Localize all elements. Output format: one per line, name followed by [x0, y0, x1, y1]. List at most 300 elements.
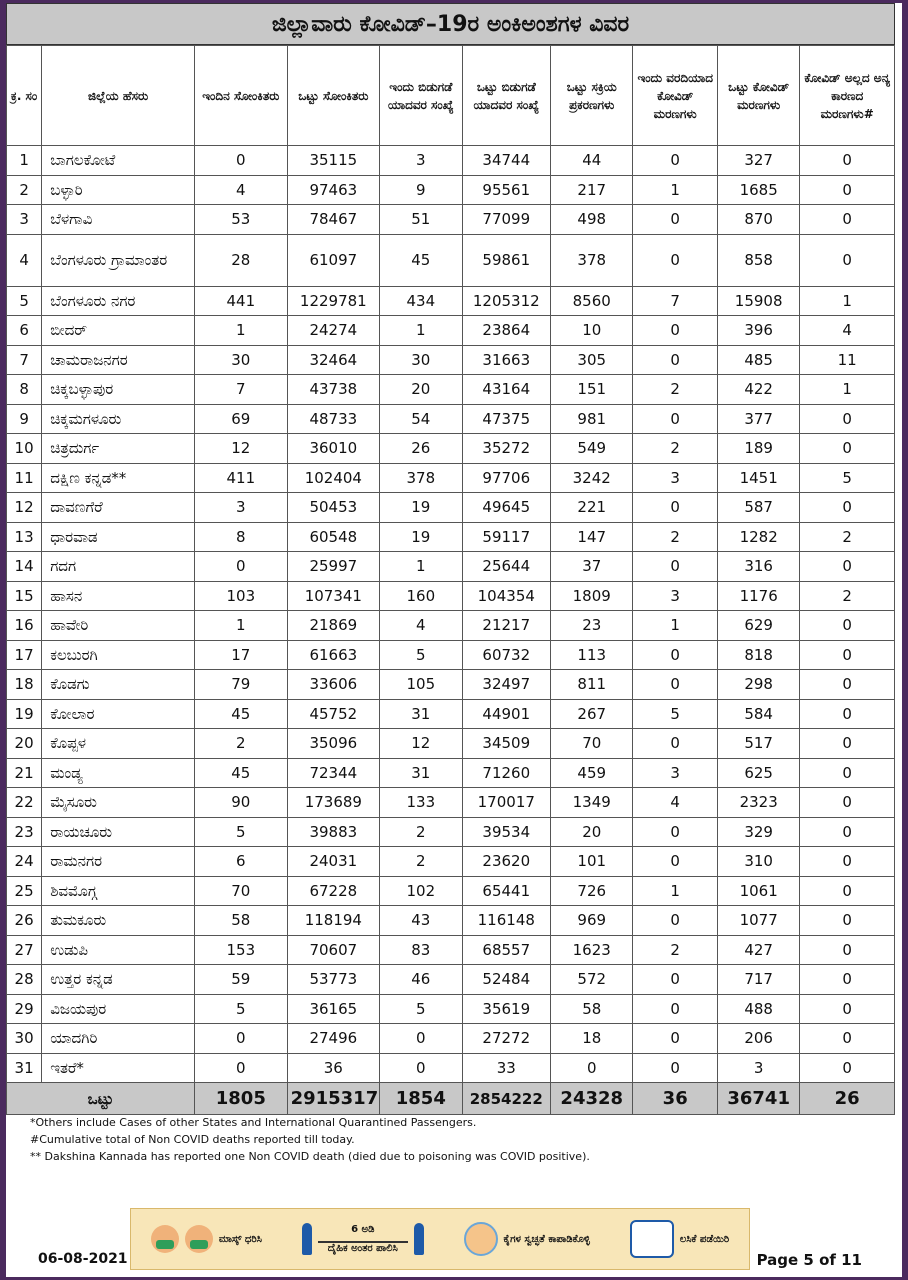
serial-cell: 8 — [7, 375, 42, 405]
value-cell: 160 — [380, 581, 462, 611]
value-cell: 870 — [717, 205, 799, 235]
value-cell: 3 — [633, 463, 717, 493]
value-cell: 0 — [800, 906, 895, 936]
distance-label: ದೈಹಿಕ ಅಂತರ ಪಾಲಿಸಿ — [327, 1243, 398, 1254]
value-cell: 30 — [380, 345, 462, 375]
value-cell: 48733 — [287, 404, 380, 434]
district-name-cell: ತುಮಕೂರು — [42, 906, 195, 936]
value-cell: 97706 — [462, 463, 550, 493]
value-cell: 147 — [551, 522, 633, 552]
value-cell: 35272 — [462, 434, 550, 464]
value-cell: 45 — [380, 234, 462, 286]
value-cell: 2 — [380, 847, 462, 877]
table-row — [7, 463, 895, 493]
district-name-cell: ದಕ್ಷಿಣ ಕನ್ನಡ** — [42, 463, 195, 493]
serial-cell: 30 — [7, 1024, 42, 1054]
value-cell: 0 — [380, 1053, 462, 1083]
total-row — [7, 1083, 895, 1115]
value-cell: 0 — [633, 640, 717, 670]
value-cell: 549 — [551, 434, 633, 464]
value-cell: 23620 — [462, 847, 550, 877]
value-cell: 20 — [380, 375, 462, 405]
value-cell: 396 — [717, 316, 799, 346]
value-cell: 0 — [800, 640, 895, 670]
value-cell: 267 — [551, 699, 633, 729]
value-cell: 9 — [380, 175, 462, 205]
district-name-cell: ಮಂಡ್ಯ — [42, 758, 195, 788]
value-cell: 12 — [195, 434, 288, 464]
column-header: ಇಂದು ಬಿಡುಗಡೆ ಯಾದವರ ಸಂಖ್ಯೆ — [380, 46, 462, 146]
total-value-cell: 36 — [633, 1083, 717, 1115]
serial-cell: 10 — [7, 434, 42, 464]
table-row — [7, 611, 895, 641]
value-cell: 4 — [380, 611, 462, 641]
value-cell: 44 — [551, 146, 633, 176]
value-cell: 83 — [380, 935, 462, 965]
footnote-others: *Others include Cases of other States and International Quarantined Passengers. — [30, 1116, 477, 1129]
district-name-cell: ಗದಗ — [42, 552, 195, 582]
value-cell: 113 — [551, 640, 633, 670]
value-cell: 45752 — [287, 699, 380, 729]
value-cell: 316 — [717, 552, 799, 582]
serial-cell: 16 — [7, 611, 42, 641]
value-cell: 44901 — [462, 699, 550, 729]
table-row — [7, 175, 895, 205]
value-cell: 422 — [717, 375, 799, 405]
serial-cell: 24 — [7, 847, 42, 877]
column-header: ಕ್ರ. ಸಂ — [7, 46, 42, 146]
value-cell: 107341 — [287, 581, 380, 611]
value-cell: 3242 — [551, 463, 633, 493]
district-name-cell: ಕೋಲಾರ — [42, 699, 195, 729]
value-cell: 327 — [717, 146, 799, 176]
value-cell: 0 — [633, 316, 717, 346]
table-row — [7, 847, 895, 877]
value-cell: 7 — [633, 286, 717, 316]
value-cell: 39883 — [287, 817, 380, 847]
district-covid-table — [6, 45, 895, 1115]
column-header: ಒಟ್ಟು ಸಕ್ರಿಯ ಪ್ರಕರಣಗಳು — [551, 46, 633, 146]
value-cell: 0 — [195, 146, 288, 176]
value-cell: 378 — [551, 234, 633, 286]
value-cell: 54 — [380, 404, 462, 434]
value-cell: 0 — [633, 906, 717, 936]
value-cell: 1 — [633, 876, 717, 906]
distance-value: 6 ಅಡಿ — [351, 1224, 375, 1235]
value-cell: 27272 — [462, 1024, 550, 1054]
value-cell: 0 — [633, 404, 717, 434]
value-cell: 61097 — [287, 234, 380, 286]
table-row — [7, 581, 895, 611]
value-cell: 5 — [380, 994, 462, 1024]
table-row — [7, 375, 895, 405]
total-value-cell: 24328 — [551, 1083, 633, 1115]
mask-label: ಮಾಸ್ಕ್ ಧರಿಸಿ — [218, 1233, 262, 1245]
value-cell: 4 — [633, 788, 717, 818]
value-cell: 434 — [380, 286, 462, 316]
value-cell: 35096 — [287, 729, 380, 759]
report-date: 06-08-2021 — [38, 1251, 128, 1267]
value-cell: 45 — [195, 699, 288, 729]
total-label: ಒಟ್ಟು — [7, 1083, 195, 1115]
value-cell: 19 — [380, 493, 462, 523]
value-cell: 310 — [717, 847, 799, 877]
column-header: ಒಟ್ಟು ಬಿಡುಗಡೆ ಯಾದವರ ಸಂಖ್ಯೆ — [462, 46, 550, 146]
value-cell: 77099 — [462, 205, 550, 235]
value-cell: 0 — [633, 205, 717, 235]
value-cell: 298 — [717, 670, 799, 700]
value-cell: 498 — [551, 205, 633, 235]
district-name-cell: ಕೊಡಗು — [42, 670, 195, 700]
value-cell: 0 — [800, 965, 895, 995]
district-name-cell: ಬೀದರ್ — [42, 316, 195, 346]
value-cell: 101 — [551, 847, 633, 877]
value-cell: 59 — [195, 965, 288, 995]
table-row — [7, 788, 895, 818]
value-cell: 153 — [195, 935, 288, 965]
value-cell: 19 — [380, 522, 462, 552]
value-cell: 31663 — [462, 345, 550, 375]
value-cell: 0 — [633, 1053, 717, 1083]
table-row — [7, 935, 895, 965]
district-name-cell: ವಿಜಯಪುರ — [42, 994, 195, 1024]
value-cell: 43738 — [287, 375, 380, 405]
value-cell: 629 — [717, 611, 799, 641]
value-cell: 173689 — [287, 788, 380, 818]
value-cell: 0 — [551, 1053, 633, 1083]
total-value-cell: 26 — [800, 1083, 895, 1115]
value-cell: 1451 — [717, 463, 799, 493]
serial-cell: 3 — [7, 205, 42, 235]
value-cell: 34509 — [462, 729, 550, 759]
value-cell: 72344 — [287, 758, 380, 788]
value-cell: 45 — [195, 758, 288, 788]
value-cell: 2 — [633, 522, 717, 552]
value-cell: 2 — [195, 729, 288, 759]
value-cell: 97463 — [287, 175, 380, 205]
value-cell: 459 — [551, 758, 633, 788]
value-cell: 0 — [633, 234, 717, 286]
mask-face-icon — [151, 1225, 179, 1253]
table-row — [7, 404, 895, 434]
serial-cell: 27 — [7, 935, 42, 965]
value-cell: 102 — [380, 876, 462, 906]
value-cell: 0 — [800, 817, 895, 847]
value-cell: 969 — [551, 906, 633, 936]
table-row — [7, 1024, 895, 1054]
value-cell: 32464 — [287, 345, 380, 375]
value-cell: 189 — [717, 434, 799, 464]
value-cell: 1061 — [717, 876, 799, 906]
total-value-cell: 1854 — [380, 1083, 462, 1115]
vaccine-label: ಲಸಿಕೆ ಪಡೆಯಿರಿ — [679, 1233, 730, 1245]
value-cell: 71260 — [462, 758, 550, 788]
value-cell: 24274 — [287, 316, 380, 346]
value-cell: 0 — [800, 699, 895, 729]
value-cell: 1349 — [551, 788, 633, 818]
value-cell: 517 — [717, 729, 799, 759]
value-cell: 53773 — [287, 965, 380, 995]
value-cell: 36 — [287, 1053, 380, 1083]
value-cell: 1077 — [717, 906, 799, 936]
value-cell: 0 — [633, 493, 717, 523]
value-cell: 36010 — [287, 434, 380, 464]
value-cell: 0 — [633, 1024, 717, 1054]
value-cell: 26 — [380, 434, 462, 464]
footnote-non-covid: #Cumulative total of Non COVID deaths reported till today. — [30, 1133, 355, 1146]
value-cell: 217 — [551, 175, 633, 205]
value-cell: 0 — [800, 729, 895, 759]
value-cell: 1623 — [551, 935, 633, 965]
table-row — [7, 758, 895, 788]
value-cell: 61663 — [287, 640, 380, 670]
value-cell: 0 — [195, 552, 288, 582]
serial-cell: 22 — [7, 788, 42, 818]
table-row — [7, 146, 895, 176]
serial-cell: 17 — [7, 640, 42, 670]
person-icon — [302, 1223, 312, 1255]
value-cell: 133 — [380, 788, 462, 818]
value-cell: 95561 — [462, 175, 550, 205]
district-name-cell: ಚಿಕ್ಕಮಗಳೂರು — [42, 404, 195, 434]
table-row — [7, 493, 895, 523]
value-cell: 5 — [800, 463, 895, 493]
value-cell: 717 — [717, 965, 799, 995]
value-cell: 39534 — [462, 817, 550, 847]
value-cell: 23864 — [462, 316, 550, 346]
value-cell: 0 — [800, 175, 895, 205]
serial-cell: 9 — [7, 404, 42, 434]
total-value-cell: 36741 — [717, 1083, 799, 1115]
district-name-cell: ಶಿವಮೊಗ್ಗ — [42, 876, 195, 906]
district-name-cell: ಉಡುಪಿ — [42, 935, 195, 965]
value-cell: 18 — [551, 1024, 633, 1054]
value-cell: 70 — [551, 729, 633, 759]
value-cell: 69 — [195, 404, 288, 434]
district-name-cell: ಇತರೆ* — [42, 1053, 195, 1083]
serial-cell: 5 — [7, 286, 42, 316]
hands-section — [464, 1222, 590, 1256]
value-cell: 3 — [633, 581, 717, 611]
value-cell: 103 — [195, 581, 288, 611]
value-cell: 0 — [800, 234, 895, 286]
value-cell: 1205312 — [462, 286, 550, 316]
table-row — [7, 552, 895, 582]
value-cell: 0 — [800, 205, 895, 235]
value-cell: 0 — [800, 847, 895, 877]
value-cell: 1 — [195, 316, 288, 346]
value-cell: 49645 — [462, 493, 550, 523]
value-cell: 0 — [633, 965, 717, 995]
value-cell: 43 — [380, 906, 462, 936]
value-cell: 5 — [195, 817, 288, 847]
value-cell: 2 — [800, 522, 895, 552]
value-cell: 0 — [800, 758, 895, 788]
table-row — [7, 640, 895, 670]
value-cell: 32497 — [462, 670, 550, 700]
district-name-cell: ರಾಮನಗರ — [42, 847, 195, 877]
value-cell: 221 — [551, 493, 633, 523]
serial-cell: 20 — [7, 729, 42, 759]
value-cell: 170017 — [462, 788, 550, 818]
table-row — [7, 234, 895, 286]
district-name-cell: ಕೊಪ್ಪಳ — [42, 729, 195, 759]
value-cell: 0 — [800, 493, 895, 523]
value-cell: 1176 — [717, 581, 799, 611]
district-name-cell: ಹಾವೇರಿ — [42, 611, 195, 641]
hand-wash-icon — [464, 1222, 498, 1256]
table-row — [7, 286, 895, 316]
value-cell: 1 — [633, 175, 717, 205]
value-cell: 10 — [551, 316, 633, 346]
serial-cell: 12 — [7, 493, 42, 523]
value-cell: 0 — [633, 729, 717, 759]
value-cell: 60732 — [462, 640, 550, 670]
district-name-cell: ದಾವಣಗೆರೆ — [42, 493, 195, 523]
value-cell: 427 — [717, 935, 799, 965]
table-row — [7, 345, 895, 375]
serial-cell: 21 — [7, 758, 42, 788]
value-cell: 811 — [551, 670, 633, 700]
value-cell: 90 — [195, 788, 288, 818]
table-row — [7, 434, 895, 464]
value-cell: 305 — [551, 345, 633, 375]
district-name-cell: ಉತ್ತರ ಕನ್ನಡ — [42, 965, 195, 995]
value-cell: 377 — [717, 404, 799, 434]
value-cell: 33606 — [287, 670, 380, 700]
value-cell: 572 — [551, 965, 633, 995]
total-value-cell: 2854222 — [462, 1083, 550, 1115]
column-header: ಕೋವಿಡ್ ಅಲ್ಲದ ಅನ್ಯ ಕಾರಣದ ಮರಣಗಳು# — [800, 46, 895, 146]
value-cell: 0 — [800, 146, 895, 176]
value-cell: 5 — [633, 699, 717, 729]
value-cell: 3 — [633, 758, 717, 788]
column-header: ಒಟ್ಟು ಕೋವಿಡ್ ಮರಣಗಳು — [717, 46, 799, 146]
value-cell: 1 — [380, 316, 462, 346]
table-body — [7, 146, 895, 1115]
value-cell: 15908 — [717, 286, 799, 316]
total-value-cell: 2915317 — [287, 1083, 380, 1115]
value-cell: 411 — [195, 463, 288, 493]
district-name-cell: ಬೆಂಗಳೂರು ನಗರ — [42, 286, 195, 316]
value-cell: 67228 — [287, 876, 380, 906]
hands-label: ಕೈಗಳ ಸ್ವಚ್ಛತೆ ಕಾಪಾಡಿಕೊಳ್ಳಿ — [503, 1233, 590, 1245]
value-cell: 8560 — [551, 286, 633, 316]
value-cell: 3 — [380, 146, 462, 176]
value-cell: 0 — [633, 847, 717, 877]
value-cell: 78467 — [287, 205, 380, 235]
value-cell: 65441 — [462, 876, 550, 906]
district-name-cell: ರಾಯಚೂರು — [42, 817, 195, 847]
value-cell: 0 — [800, 935, 895, 965]
value-cell: 1685 — [717, 175, 799, 205]
value-cell: 46 — [380, 965, 462, 995]
value-cell: 116148 — [462, 906, 550, 936]
district-name-cell: ಯಾದಗಿರಿ — [42, 1024, 195, 1054]
district-name-cell: ಚಿತ್ರದುರ್ಗ — [42, 434, 195, 464]
serial-cell: 6 — [7, 316, 42, 346]
column-header: ಇಂದು ವರದಿಯಾದ ಕೋವಿಡ್ ಮರಣಗಳು — [633, 46, 717, 146]
total-value-cell: 1805 — [195, 1083, 288, 1115]
district-name-cell: ಬಾಗಲಕೋಟೆ — [42, 146, 195, 176]
district-name-cell: ಚಿಕ್ಕಬಳ್ಳಾಪುರ — [42, 375, 195, 405]
serial-cell: 1 — [7, 146, 42, 176]
value-cell: 30 — [195, 345, 288, 375]
serial-cell: 19 — [7, 699, 42, 729]
value-cell: 0 — [800, 994, 895, 1024]
serial-cell: 7 — [7, 345, 42, 375]
value-cell: 0 — [800, 552, 895, 582]
value-cell: 1 — [800, 286, 895, 316]
value-cell: 378 — [380, 463, 462, 493]
value-cell: 0 — [800, 788, 895, 818]
table-row — [7, 522, 895, 552]
serial-cell: 2 — [7, 175, 42, 205]
table-row — [7, 699, 895, 729]
value-cell: 1 — [800, 375, 895, 405]
district-name-cell: ಮೈಸೂರು — [42, 788, 195, 818]
serial-cell: 14 — [7, 552, 42, 582]
table-row — [7, 906, 895, 936]
column-header: ಜಿಲ್ಲೆಯ ಹೆಸರು — [42, 46, 195, 146]
value-cell: 3 — [717, 1053, 799, 1083]
value-cell: 206 — [717, 1024, 799, 1054]
value-cell: 58 — [551, 994, 633, 1024]
value-cell: 79 — [195, 670, 288, 700]
value-cell: 2 — [800, 581, 895, 611]
serial-cell: 4 — [7, 234, 42, 286]
covid-guidelines-banner — [130, 1208, 750, 1270]
value-cell: 31 — [380, 758, 462, 788]
table-row — [7, 994, 895, 1024]
value-cell: 329 — [717, 817, 799, 847]
value-cell: 0 — [633, 146, 717, 176]
value-cell: 0 — [633, 817, 717, 847]
mask-section — [151, 1225, 262, 1253]
value-cell: 21217 — [462, 611, 550, 641]
serial-cell: 29 — [7, 994, 42, 1024]
value-cell: 0 — [633, 994, 717, 1024]
value-cell: 2 — [633, 375, 717, 405]
value-cell: 1809 — [551, 581, 633, 611]
value-cell: 17 — [195, 640, 288, 670]
value-cell: 4 — [195, 175, 288, 205]
value-cell: 0 — [633, 345, 717, 375]
value-cell: 1229781 — [287, 286, 380, 316]
value-cell: 981 — [551, 404, 633, 434]
value-cell: 2 — [633, 434, 717, 464]
column-header: ಇಂದಿನ ಸೋಂಕಿತರು — [195, 46, 288, 146]
value-cell: 25644 — [462, 552, 550, 582]
value-cell: 1282 — [717, 522, 799, 552]
value-cell: 858 — [717, 234, 799, 286]
value-cell: 2 — [633, 935, 717, 965]
table-row — [7, 205, 895, 235]
value-cell: 102404 — [287, 463, 380, 493]
value-cell: 0 — [800, 404, 895, 434]
value-cell: 43164 — [462, 375, 550, 405]
value-cell: 0 — [195, 1024, 288, 1054]
serial-cell: 11 — [7, 463, 42, 493]
value-cell: 35619 — [462, 994, 550, 1024]
district-name-cell: ಬೆಳಗಾವಿ — [42, 205, 195, 235]
district-name-cell: ಧಾರವಾಡ — [42, 522, 195, 552]
value-cell: 68557 — [462, 935, 550, 965]
value-cell: 0 — [633, 552, 717, 582]
value-cell: 21869 — [287, 611, 380, 641]
district-name-cell: ಬೆಂಗಳೂರು ಗ್ರಾಮಾಂತರ — [42, 234, 195, 286]
value-cell: 50453 — [287, 493, 380, 523]
